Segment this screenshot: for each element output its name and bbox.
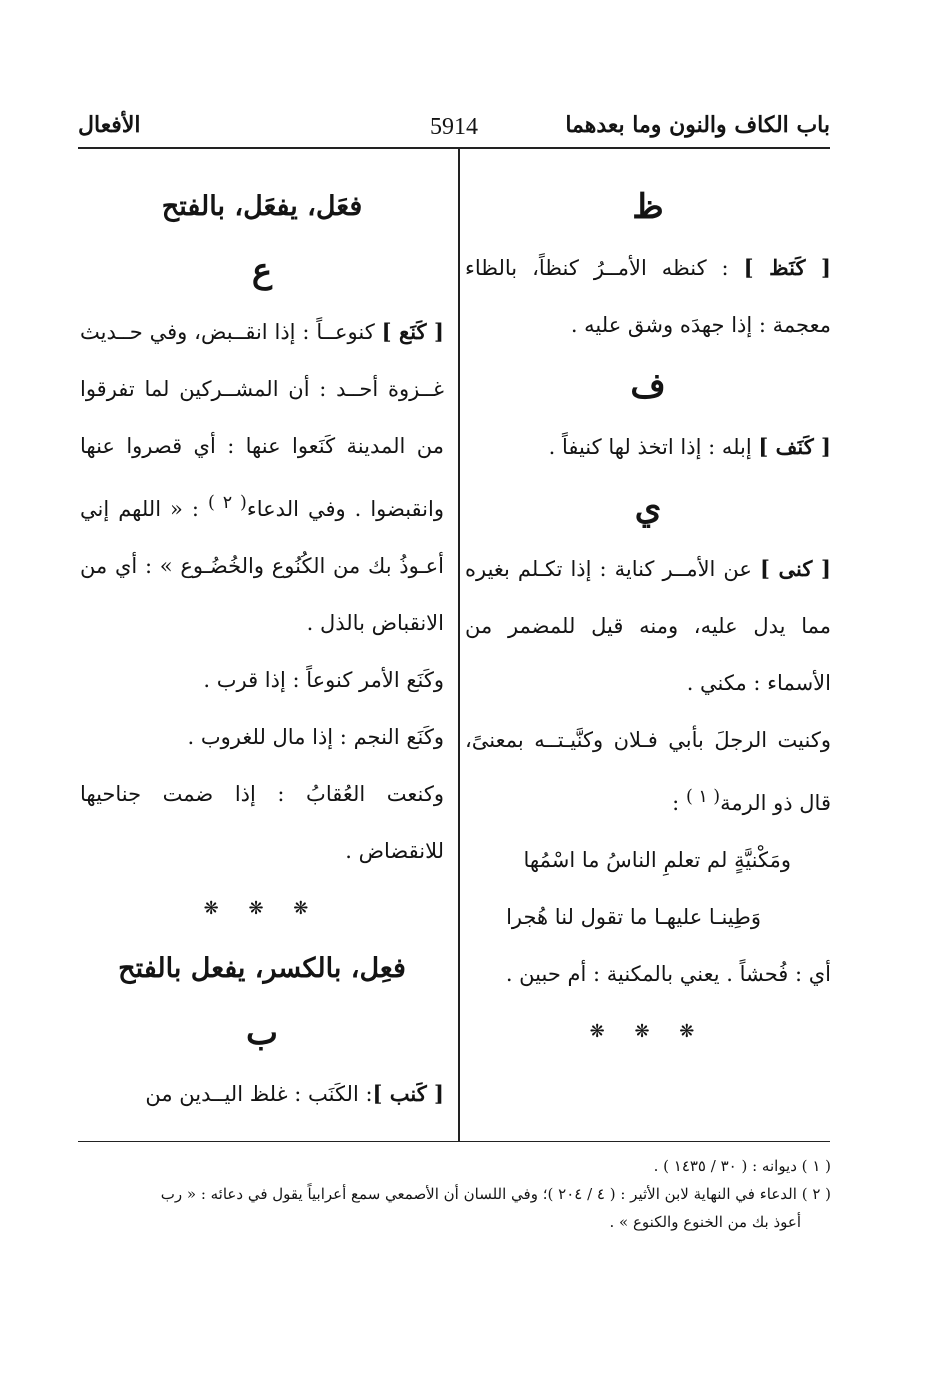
letter-heading: ف <box>630 366 666 406</box>
section-separator: ❋ ❋ ❋ <box>589 1021 707 1042</box>
letter-heading: ي <box>634 488 662 528</box>
footnote-ref: ( ٢ ) <box>208 493 247 513</box>
letter-heading: ب <box>245 1013 278 1053</box>
column-divider <box>458 147 460 1141</box>
footnote: ( ٢ ) الدعاء في النهاية لابن الأثير : ( ٤ / ٢٠٤ )؛ وفي اللسان أن الأصمعي سمع أعرابياً يقول في دعائه : « رب <box>160 1185 831 1203</box>
page-number: 5914 <box>430 114 478 140</box>
entry-text: : كنظه الأمــرُ كنظاً، بالظاء معجمة : إذا جهدَه وشق عليه . <box>465 256 831 337</box>
footnotes <box>79 1152 831 1236</box>
verse-line: ومَكْنيَّةٍ لم تعلمِ الناسُ ما اسْمُها <box>523 848 791 872</box>
section-heading: فعَل، يفعَل، بالفتح <box>161 191 363 222</box>
letter-heading: ظ <box>632 187 664 227</box>
entry-paragraph <box>465 712 831 832</box>
section-heading: فعِل، بالكسر، يفعل بالفتح <box>118 953 406 984</box>
letter-heading: ع <box>251 251 273 291</box>
entry-paragraph: أي : فُحشاً . يعني بالمكنية : أم حبين . <box>505 962 831 986</box>
entry-paragraph <box>80 303 444 652</box>
entry-paragraph: وكَنَع الأمر كنوعاً : إذا قرب . <box>203 668 444 692</box>
running-header <box>78 112 830 152</box>
entry-paragraph <box>80 1065 444 1123</box>
entry-text: : <box>672 791 680 815</box>
lemma: [ كَنَف ] <box>758 434 831 459</box>
footnote-rule <box>78 1141 830 1142</box>
footnote: ( ١ ) ديوانه : ( ٣٠ / ١٤٣٥ ) . <box>653 1157 831 1175</box>
footnote-continuation: أعوذ بك من الخنوع والكنوع » . <box>609 1213 801 1231</box>
entry-paragraph <box>465 418 831 476</box>
verse-line: وَطِينـا عليهـا ما تقول لنا هُجرا <box>506 905 761 929</box>
entry-paragraph: وكنعت العُقابُ : إذا ضمت جناحيها للانقضاض . <box>80 782 444 863</box>
section-title: الأفعال <box>78 112 141 138</box>
section-separator: ❋ ❋ ❋ <box>203 898 321 919</box>
entry-text: وكنيت الرجلَ بأبي فـلان وكنَّيـتــه بمعنىً، قال ذو الرمة <box>465 728 831 815</box>
entry-text: كنوعــاً : إذا انقــبض، وفي حــديث غــزوة أحــد : أن المشــركين لما تفرقوا من المدينة كَنَعوا عنها : أي قصروا عنها وانقبضوا . وفي الدعاء <box>80 320 444 521</box>
header-rule <box>78 147 830 149</box>
lemma: [ كَنَع ] <box>381 319 444 344</box>
entry-text: عن الأمــر كناية : إذا تكـلم بغيره مما يدل عليه، ومنه قيل للمضمر من الأسماء : مكني . <box>465 557 831 695</box>
footnote-ref: ( ١ ) <box>685 787 721 807</box>
entry-text: إبله : إذا اتخذ لها كنيفاً . <box>548 435 752 459</box>
entry-paragraph <box>465 239 831 354</box>
lemma: [ كنى ] <box>759 556 831 581</box>
entry-text: : الكَنَب : غلظ اليــدين من <box>145 1082 373 1106</box>
entry-paragraph: وكَنَع النجم : إذا مال للغروب . <box>187 725 444 749</box>
lemma: [ كَنب ] <box>372 1081 444 1106</box>
right-column <box>465 175 831 1060</box>
entry-text: : « اللهم إني أعـوذُ بك من الكُنُوع والخُضُـوع » : أي من الانقباض بالذل . <box>80 497 444 635</box>
lemma: [ كَنَظ ] <box>743 255 831 280</box>
chapter-title: باب الكاف والنون وما بعدهما <box>565 112 830 138</box>
left-column <box>80 175 444 1123</box>
entry-paragraph <box>465 540 831 712</box>
